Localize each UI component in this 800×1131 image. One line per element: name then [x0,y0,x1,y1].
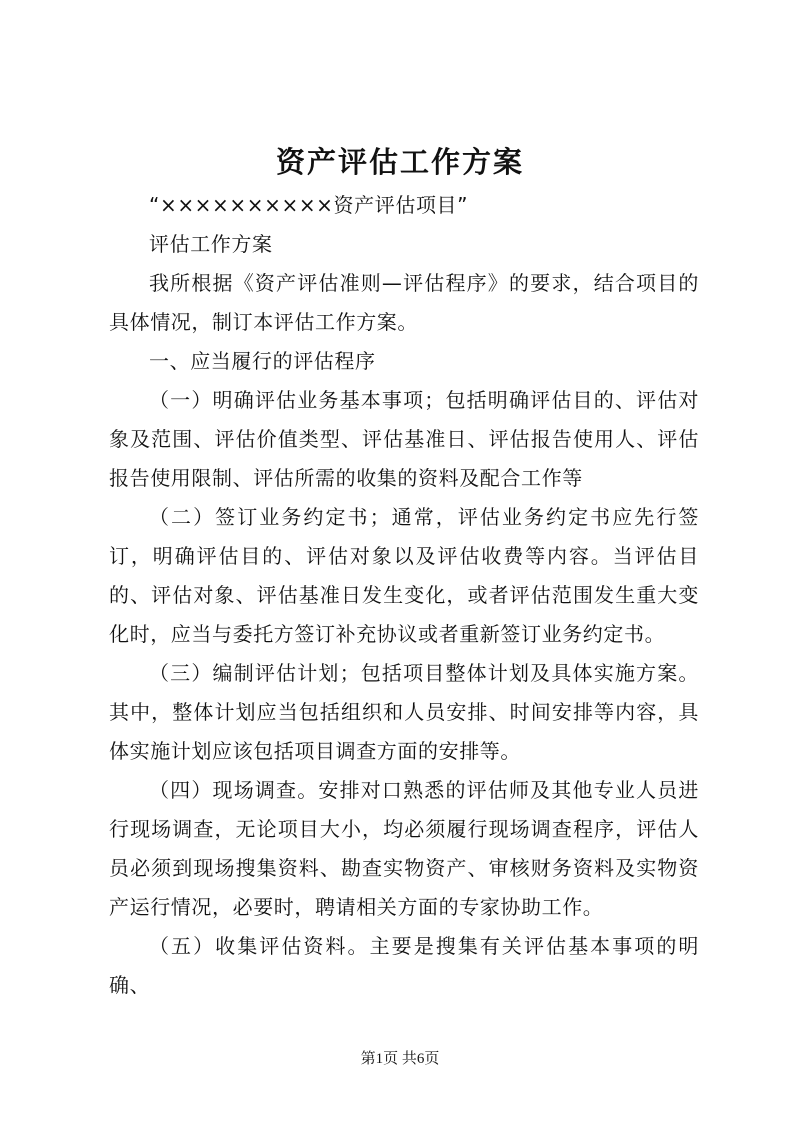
document-title: 资产评估工作方案 [275,145,524,179]
paragraph-item-4: （四）现场调查。安排对口熟悉的评估师及其他专业人员进行现场调查，无论项目大小，均必须履行现场调查程序，评估人员必须到现场搜集资料、勘查实物资产、审核财务资料及实物资产运行情况，必要时，聘请相关方面的专家协助工作。 [109,778,699,919]
project-name-line: “××××××××××资产评估项目” [149,193,469,217]
document-body [109,186,699,1005]
section-heading: 一、应当履行的评估程序 [149,349,376,373]
intro-paragraph: 我所根据《资产评估准则—评估程序》的要求，结合项目的具体情况，制订本评估工作方案。 [109,271,699,334]
paragraph-item-3: （三）编制评估计划；包括项目整体计划及具体实施方案。其中，整体计划应当包括组织和人员安排、时间安排等内容，具体实施计划应该包括项目调查方面的安排等。 [109,661,699,763]
paragraph-item-2: （二）签订业务约定书；通常，评估业务约定书应先行签订，明确评估目的、评估对象以及评估收费等内容。当评估目的、评估对象、评估基准日发生变化，或者评估范围发生重大变化时，应当与委托方签订补充协议或者重新签订业务约定书。 [109,505,699,646]
paragraph-item-1: （一）明确评估业务基本事项；包括明确评估目的、评估对象及范围、评估价值类型、评估基准日、评估报告使用人、评估报告使用限制、评估所需的收集的资料及配合工作等 [109,388,699,490]
page-number-footer: 第1页 共6页 [360,1051,440,1067]
paragraph-item-5: （五）收集评估资料。主要是搜集有关评估基本事项的明确、 [109,934,699,997]
plan-subtitle: 评估工作方案 [149,232,273,256]
